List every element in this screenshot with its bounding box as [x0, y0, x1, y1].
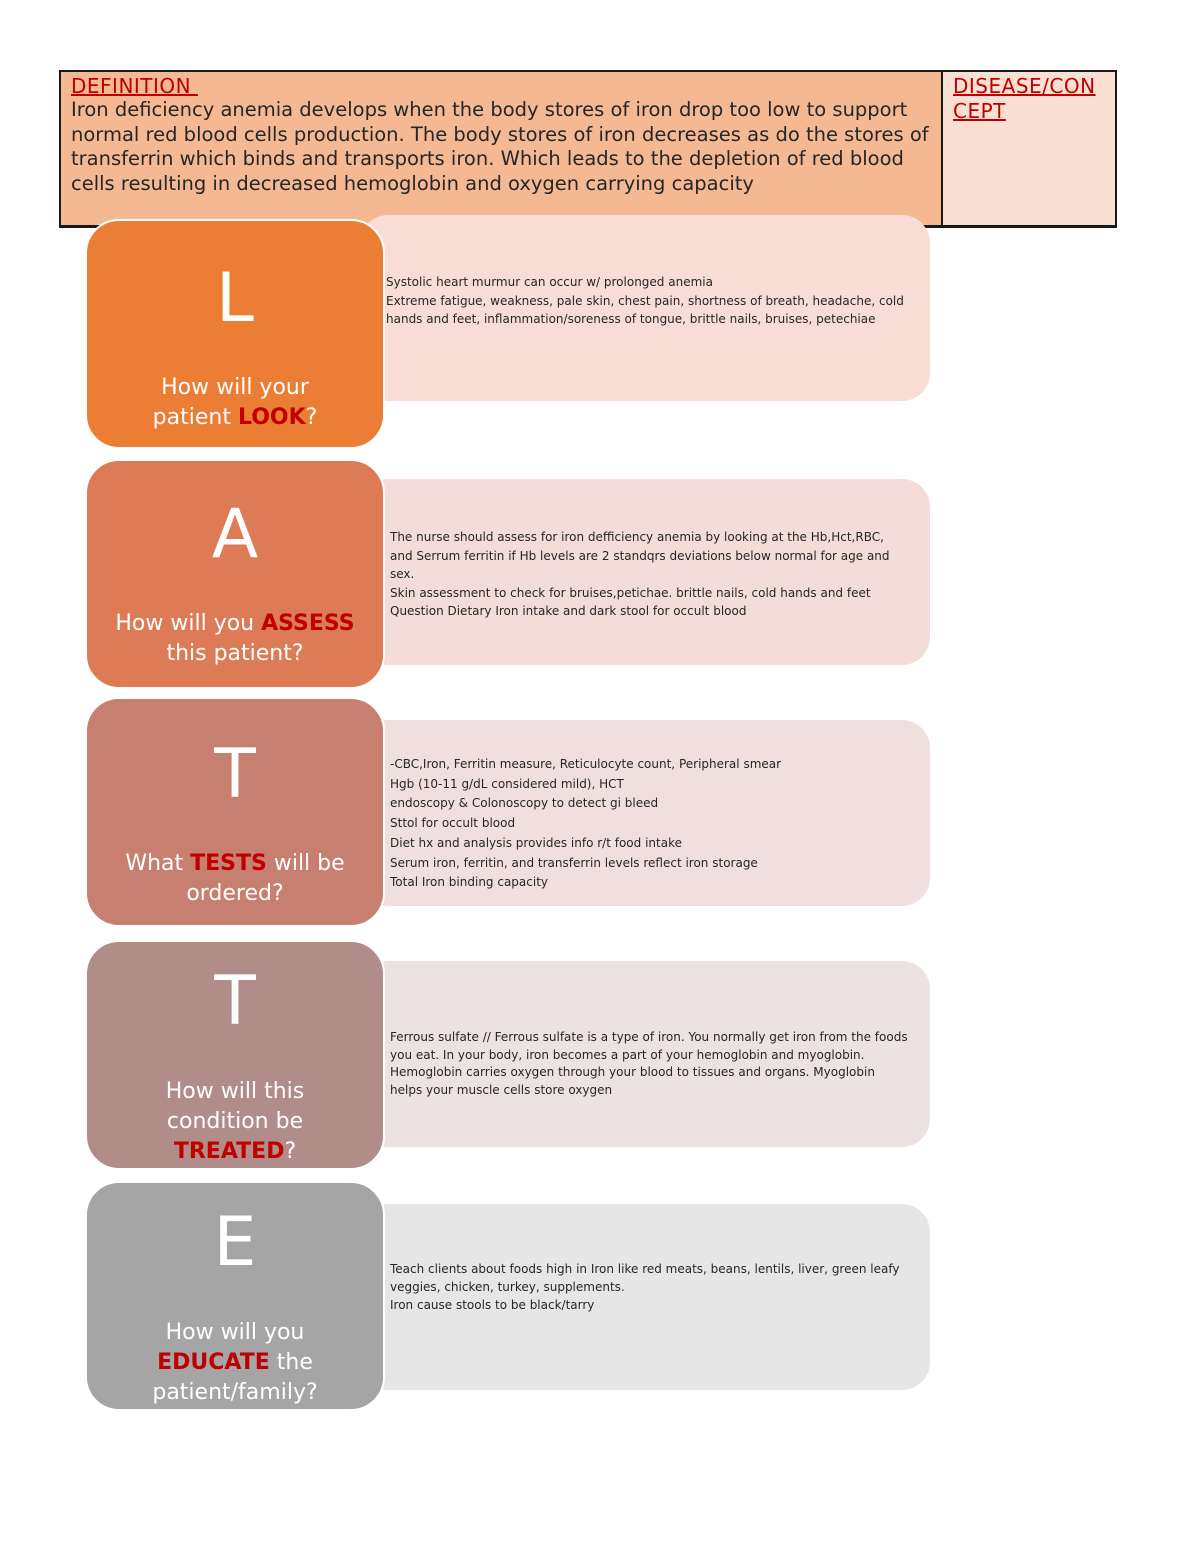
- content-line: Iron cause stools to be black/tarry: [390, 1298, 595, 1312]
- section-prompt: [87, 609, 383, 669]
- prompt-keyword: LOOK: [237, 405, 306, 430]
- content-box-look: [360, 215, 930, 401]
- disease-concept-cell: [943, 72, 1115, 225]
- letter-box-treated: [85, 940, 385, 1170]
- letter-box-tests: [85, 697, 385, 927]
- prompt-text: How will this condition be: [165, 1079, 305, 1134]
- content-box-assess: [360, 479, 930, 665]
- content-line: Total Iron binding capacity: [390, 875, 549, 890]
- content-line: Systolic heart murmur can occur w/ prolonged anemia: [386, 275, 713, 289]
- content-box-tests: [360, 720, 930, 906]
- prompt-text: How will your patient: [152, 375, 309, 430]
- content-line: Sttol for occult blood: [390, 816, 516, 831]
- definition-table: [59, 70, 1117, 228]
- content-box-educate: [360, 1204, 930, 1390]
- content-line: Skin assessment to check for bruises,petichae. brittle nails, cold hands and feet: [390, 585, 871, 600]
- prompt-text: this patient?: [166, 641, 304, 666]
- definition-text: Iron deficiency anemia develops when the body stores of iron drop too low to support normal red blood cells production. The body stores of iron decreases as do the stores of transferrin which binds and transports iron. Which leads to the depletion of red blood cells resulting in decreased hemoglobin and oxygen carrying capacity: [71, 98, 929, 195]
- section-letter: T: [214, 962, 256, 1041]
- prompt-keyword: EDUCATE: [157, 1350, 270, 1375]
- content-line: -CBC,Iron, Ferritin measure, Reticulocyte count, Peripheral smear: [390, 757, 782, 771]
- prompt-text: the patient/family?: [152, 1350, 318, 1405]
- section-letter: A: [211, 495, 259, 574]
- content-line: Diet hx and analysis provides info r/t food intake: [390, 835, 682, 850]
- prompt-text: What: [125, 851, 191, 876]
- prompt-text: will be ordered?: [186, 851, 345, 906]
- letter-box-educate: [85, 1181, 385, 1411]
- content-line: Teach clients about foods high in Iron like red meats, beans, lentils, liver, green leafy veggies, chicken, turkey, supplements.: [390, 1262, 900, 1294]
- prompt-text: How will you: [115, 611, 262, 636]
- content-line: Serum iron, ferritin, and transferrin levels reflect iron storage: [390, 855, 758, 870]
- content-line: The nurse should assess for iron defficiency anemia by looking at the Hb,Hct,RBC, and Serrum ferritin if Hb levels are 2 standqrs deviations below normal for age and sex.: [390, 530, 890, 581]
- prompt-keyword: TESTS: [190, 851, 267, 876]
- content-line: Question Dietary Iron intake and dark stool for occult blood: [390, 604, 747, 618]
- prompt-text: ?: [284, 1139, 297, 1164]
- section-prompt: [87, 373, 383, 433]
- definition-heading: DEFINITION: [71, 74, 198, 98]
- section-prompt: [87, 1318, 383, 1408]
- section-prompt: [87, 1077, 383, 1167]
- prompt-text: ?: [305, 405, 318, 430]
- letter-box-look: [85, 219, 385, 449]
- content-line: Hgb (10-11 g/dL considered mild), HCT: [390, 776, 624, 791]
- prompt-text: How will you: [165, 1320, 305, 1345]
- prompt-keyword: ASSESS: [261, 611, 355, 636]
- section-letter: T: [214, 735, 256, 814]
- content-line: Ferrous sulfate // Ferrous sulfate is a type of iron. You normally get iron from the foods you eat. In your body, iron becomes a part of your hemoglobin and myoglobin. Hemoglobin carries oxygen through your blood to tissues and organs. Myoglobin helps your muscle cells store oxygen: [390, 1030, 908, 1097]
- content-box-treated: [360, 961, 930, 1147]
- section-prompt: [87, 849, 383, 909]
- disease-concept-label: DISEASE/CONCEPT: [953, 74, 1096, 123]
- definition-cell: [61, 72, 943, 225]
- content-line: Extreme fatigue, weakness, pale skin, chest pain, shortness of breath, headache, cold hands and feet, inflammation/soreness of tongue, brittle nails, bruises, petechiae: [386, 293, 904, 326]
- section-letter: E: [213, 1203, 257, 1282]
- content-line: endoscopy & Colonoscopy to detect gi bleed: [390, 796, 659, 811]
- section-letter: L: [216, 259, 254, 338]
- prompt-keyword: TREATED: [173, 1139, 285, 1164]
- letter-box-assess: [85, 459, 385, 689]
